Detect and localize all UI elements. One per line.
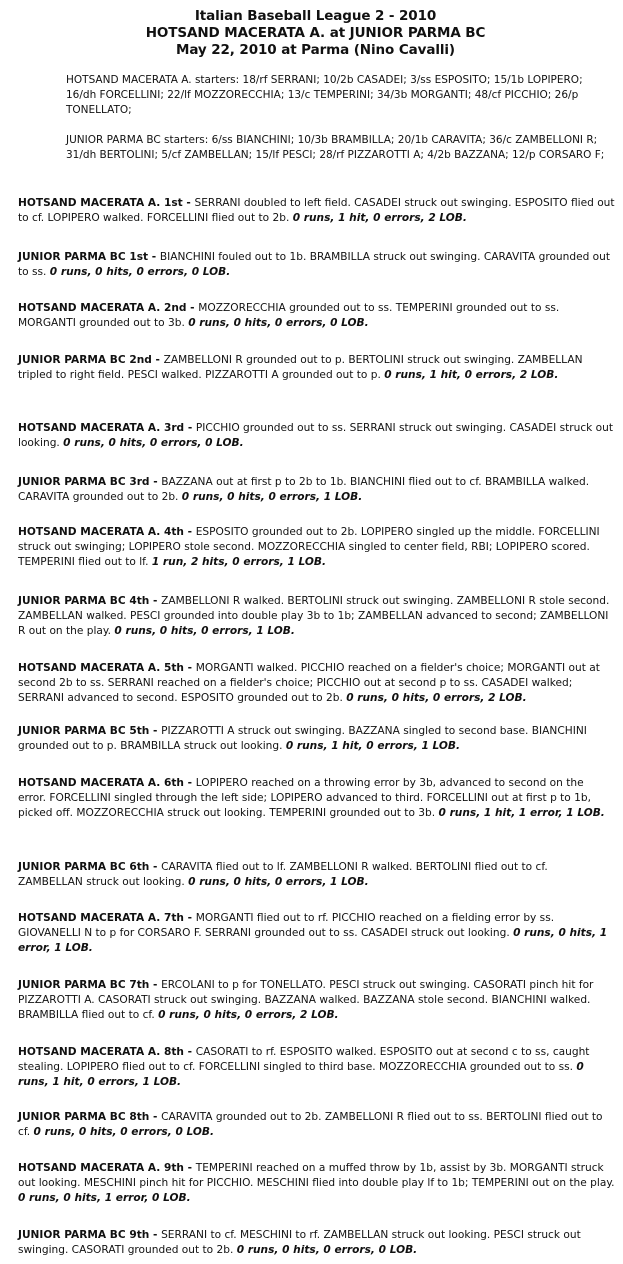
half-inning-label: JUNIOR PARMA BC 8th (18, 1111, 150, 1123)
half-inning-label: HOTSAND MACERATA A. 1st (18, 197, 183, 209)
half-inning-label: JUNIOR PARMA BC 9th (18, 1229, 150, 1241)
half-inning-summary: 0 runs, 0 hits, 0 errors, 1 LOB. (188, 876, 369, 888)
half-inning-label: HOTSAND MACERATA A. 3rd (18, 422, 185, 434)
half-inning-separator: - (183, 1162, 196, 1174)
half-inning-plays: ESPOSITO grounded out to 2b. LOPIPERO singled up the middle. FORCELLINI struck out swinging; LOPIPERO stole second. MOZZORECCHIA singled to center field, RBI; LOPIPERO scored. TEMPERINI flied out to lf. (18, 526, 600, 568)
document-header (18, 0, 613, 59)
half-inning-separator: - (183, 1046, 196, 1058)
half-inning-label: HOTSAND MACERATA A. 9th (18, 1162, 184, 1174)
half-inning-separator: - (183, 526, 196, 538)
half-inning-separator: - (148, 251, 160, 263)
half-inning-summary: 0 runs, 1 hit, 0 errors, 2 LOB. (384, 369, 559, 381)
half-inning-separator: - (149, 1111, 162, 1123)
half-inning-label: HOTSAND MACERATA A. 6th (18, 777, 184, 789)
half-inning-plays: CARAVITA grounded out to 2b. ZAMBELLONI R flied out to ss. BERTOLINI flied out to cf. (18, 1111, 603, 1138)
half-inning (18, 421, 615, 451)
half-inning (18, 475, 615, 505)
half-inning (18, 860, 615, 890)
matchup-title: HOTSAND MACERATA A. at JUNIOR PARMA BC (145, 25, 486, 41)
half-inning-summary: 0 runs, 0 hits, 0 errors, 0 LOB. (188, 317, 369, 329)
half-inning (18, 1045, 615, 1090)
half-inning-separator: - (149, 1229, 162, 1241)
half-inning-summary: 0 runs, 1 hit, 1 error, 1 LOB. (438, 807, 605, 819)
half-inning-plays: ZAMBELLONI R grounded out to p. BERTOLINI struck out swinging. ZAMBELLAN tripled to right field. PESCI walked. PIZZAROTTI A grounded out to p. (18, 354, 583, 381)
half-inning (18, 1228, 615, 1258)
half-inning-summary: 0 runs, 1 hit, 0 errors, 1 LOB. (18, 1061, 584, 1088)
away-starters: HOTSAND MACERATA A. starters: 18/rf SERRANI; 10/2b CASADEI; 3/ss ESPOSITO; 15/1b LOPIPERO; 16/dh FORCELLINI; 22/lf MOZZORECCHIA; 13/c TEMPERINI; 34/3b MORGANTI; 48/cf PICCHIO; 26/p TONELLATO; (66, 74, 583, 116)
half-inning-plays: ERCOLANI to p for TONELLATO. PESCI struck out swinging. CASORATI pinch hit for PIZZAROTTI A. CASORATI struck out swinging. BAZZANA walked. BAZZANA stole second. BIANCHINI walked. BRAMBILLA flied out to cf. (18, 979, 594, 1021)
half-inning-separator: - (149, 979, 162, 991)
half-inning-label: JUNIOR PARMA BC 7th (18, 979, 150, 991)
half-inning-separator: - (149, 861, 162, 873)
half-inning-plays: PICCHIO grounded out to ss. SERRANI struck out swinging. CASADEI struck out looking. (18, 422, 614, 449)
half-inning-label: JUNIOR PARMA BC 4th (18, 595, 150, 607)
half-inning-separator: - (183, 912, 196, 924)
league-title: Italian Baseball League 2 - 2010 (194, 8, 437, 24)
half-inning (18, 353, 615, 383)
half-inning (18, 250, 615, 280)
half-inning-separator: - (186, 302, 199, 314)
half-inning-summary: 0 runs, 0 hits, 0 errors, 0 LOB. (33, 1126, 214, 1138)
half-inning-label: HOTSAND MACERATA A. 7th (18, 912, 184, 924)
half-inning-label: HOTSAND MACERATA A. 8th (18, 1046, 184, 1058)
date-venue: May 22, 2010 at Parma (Nino Cavalli) (175, 42, 456, 58)
half-inning-plays: BIANCHINI fouled out to 1b. BRAMBILLA struck out swinging. CARAVITA grounded out to ss. (18, 251, 611, 278)
half-inning-plays: SERRANI doubled to left field. CASADEI struck out swinging. ESPOSITO flied out to cf. LOPIPERO walked. FORCELLINI flied out to 2b. (18, 197, 615, 224)
home-starters: JUNIOR PARMA BC starters: 6/ss BIANCHINI; 10/3b BRAMBILLA; 20/1b CARAVITA; 36/c ZAMBELLONI R; 31/dh BERTOLINI; 5/cf ZAMBELLAN; 15/lf PESCI; 28/rf PIZZAROTTI A; 4/2b BAZZANA; 12/p CORSARO F; (66, 134, 605, 161)
half-inning-summary: 0 runs, 0 hits, 0 errors, 1 LOB. (114, 625, 295, 637)
half-inning-plays: LOPIPERO reached on a throwing error by 3b, advanced to second on the error. FORCELLINI singled through the left side; LOPIPERO advanced to third. FORCELLINI out at first p to 1b, picked off. MOZZORECCHIA struck out looking. TEMPERINI grounded out to 3b. (18, 777, 591, 819)
half-inning-label: JUNIOR PARMA BC 6th (18, 861, 150, 873)
half-inning-plays: BAZZANA out at first p to 2b to 1b. BIANCHINI flied out to cf. BRAMBILLA walked. CARAVITA grounded out to 2b. (18, 476, 590, 503)
half-inning-plays: MORGANTI walked. PICCHIO reached on a fielder's choice; MORGANTI out at second 2b to ss. SERRANI reached on a fielder's choice; PICCHIO out at second p to ss. CASADEI walked; SERRANI advanced to second. ESPOSITO grounded out to 2b. (18, 662, 600, 704)
half-inning-separator: - (149, 476, 162, 488)
half-inning-summary: 0 runs, 0 hits, 0 errors, 1 LOB. (181, 491, 363, 503)
half-inning-separator: - (151, 354, 164, 366)
half-inning-summary: 1 run, 2 hits, 0 errors, 1 LOB. (151, 556, 327, 568)
half-inning-label: JUNIOR PARMA BC 1st (18, 251, 149, 263)
half-inning (18, 911, 615, 956)
half-inning-summary: 0 runs, 0 hits, 0 errors, 0 LOB. (49, 266, 231, 278)
half-inning (18, 661, 615, 706)
half-inning-summary: 0 runs, 0 hits, 0 errors, 0 LOB. (236, 1244, 418, 1256)
half-inning-separator: - (149, 725, 162, 737)
half-inning-summary: 0 runs, 0 hits, 0 errors, 2 LOB. (346, 692, 527, 704)
half-inning-summary: 0 runs, 1 hit, 0 errors, 1 LOB. (285, 740, 461, 752)
half-inning-summary: 0 runs, 0 hits, 1 error, 0 LOB. (18, 1192, 191, 1204)
half-inning (18, 776, 615, 821)
half-inning-label: HOTSAND MACERATA A. 4th (18, 526, 184, 538)
half-inning-summary: 0 runs, 0 hits, 1 error, 1 LOB. (18, 927, 608, 954)
half-inning-plays: MORGANTI flied out to rf. PICCHIO reached on a fielding error by ss. GIOVANELLI N to p for CORSARO F. SERRANI grounded out to ss. CASADEI struck out looking. (18, 912, 555, 939)
half-inning-separator: - (149, 595, 162, 607)
half-inning-plays: CARAVITA flied out to lf. ZAMBELLONI R walked. BERTOLINI flied out to cf. ZAMBELLAN struck out looking. (18, 861, 548, 888)
half-inning-label: HOTSAND MACERATA A. 2nd (18, 302, 187, 314)
half-inning-label: JUNIOR PARMA BC 3rd (18, 476, 150, 488)
half-inning-separator: - (182, 197, 195, 209)
half-inning-plays: TEMPERINI reached on a muffed throw by 1b, assist by 3b. MORGANTI struck out looking. MESCHINI pinch hit for PICCHIO. MESCHINI flied into double play lf to 1b; TEMPERINI out on the play. (18, 1162, 615, 1189)
half-inning (18, 196, 615, 226)
half-inning-plays: PIZZAROTTI A struck out swinging. BAZZANA singled to second base. BIANCHINI grounded out to p. BRAMBILLA struck out looking. (18, 725, 587, 752)
half-inning (18, 525, 615, 570)
half-inning-label: JUNIOR PARMA BC 5th (18, 725, 150, 737)
half-inning-summary: 0 runs, 1 hit, 0 errors, 2 LOB. (292, 212, 467, 224)
half-inning-separator: - (183, 662, 196, 674)
half-inning (18, 594, 615, 639)
half-inning (18, 1161, 615, 1206)
half-inning (18, 978, 615, 1023)
half-inning-plays: ZAMBELLONI R walked. BERTOLINI struck out swinging. ZAMBELLONI R stole second. ZAMBELLAN walked. PESCI grounded into double play 3b to 1b; ZAMBELLAN advanced to second; ZAMBELLONI R out on the play. (18, 595, 610, 637)
half-inning-separator: - (183, 777, 196, 789)
half-inning-plays: SERRANI to cf. MESCHINI to rf. ZAMBELLAN struck out looking. PESCI struck out swinging. CASORATI grounded out to 2b. (18, 1229, 581, 1256)
half-inning-summary: 0 runs, 0 hits, 0 errors, 2 LOB. (158, 1009, 339, 1021)
half-inning (18, 724, 615, 754)
starters-section (66, 73, 609, 163)
half-inning (18, 1110, 615, 1140)
half-inning-label: HOTSAND MACERATA A. 5th (18, 662, 184, 674)
half-inning-plays: CASORATI to rf. ESPOSITO walked. ESPOSITO out at second c to ss, caught stealing. LOPIPERO flied out to cf. FORCELLINI singled to third base. MOZZORECCHIA grounded out to ss. (18, 1046, 590, 1073)
half-inning (18, 301, 615, 331)
half-inning-label: JUNIOR PARMA BC 2nd (18, 354, 152, 366)
half-inning-separator: - (184, 422, 196, 434)
half-inning-plays: MOZZORECCHIA grounded out to ss. TEMPERINI grounded out to ss. MORGANTI grounded out to 3b. (18, 302, 560, 329)
half-inning-summary: 0 runs, 0 hits, 0 errors, 0 LOB. (63, 437, 244, 449)
